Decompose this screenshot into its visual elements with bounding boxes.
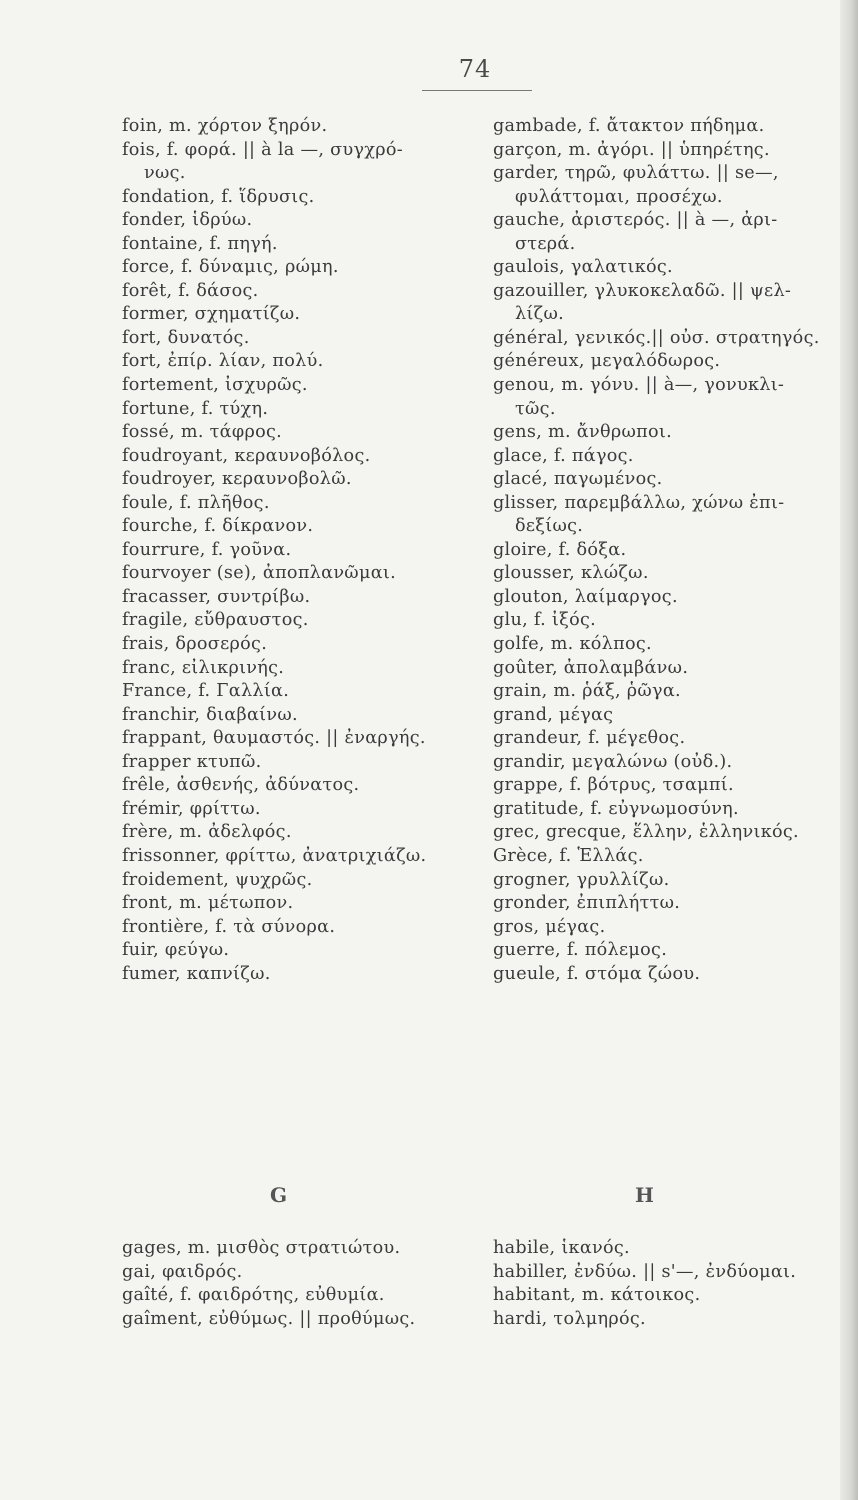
- dictionary-entry: habitant, m. κάτοικος.: [493, 1285, 701, 1306]
- dictionary-entry: fuir, φεύγω.: [122, 940, 230, 961]
- section-heading-h: H: [635, 1183, 656, 1207]
- section-heading-g: G: [270, 1183, 290, 1207]
- dictionary-entry: hardi, τολμηρός.: [493, 1308, 646, 1329]
- dictionary-entry: grandeur, f. μέγεθος.: [493, 728, 686, 749]
- dictionary-entry: grogner, γρυλλίζω.: [493, 869, 670, 890]
- dictionary-entry: gloire, f. δόξα.: [493, 539, 627, 560]
- dictionary-entry: grand, μέγας: [493, 704, 614, 725]
- dictionary-entry: franchir, διαβαίνω.: [122, 704, 298, 725]
- dictionary-entry: gambade, f. ἄτακτον πήδημα.: [493, 116, 765, 136]
- dictionary-entry: frère, m. ἀδελφός.: [122, 822, 292, 843]
- dictionary-entry: gai, φαιδρός.: [122, 1261, 243, 1282]
- dictionary-entry: fort, ἐπίρ. λίαν, πολύ.: [122, 351, 324, 372]
- dictionary-entry: garder, τηρῶ, φυλάττω. || se—,: [493, 163, 779, 184]
- dictionary-entry: grandir, μεγαλώνω (οὐδ.).: [493, 751, 733, 772]
- dictionary-entry: fragile, εὔθραυστος.: [122, 610, 309, 631]
- entries-column-left: [122, 115, 452, 986]
- dictionary-entry-continuation: στερά.: [515, 233, 576, 254]
- dictionary-entry: fracasser, συντρίβω.: [122, 586, 311, 607]
- dictionary-entry: force, f. δύναμις, ρώμη.: [122, 257, 339, 278]
- dictionary-entry: gronder, ἐπιπλήττω.: [493, 893, 681, 914]
- dictionary-entry-continuation: φυλάττομαι, προσέχω.: [515, 186, 723, 207]
- page-edge: [840, 0, 858, 1500]
- entries-column-h: [493, 1237, 838, 1331]
- dictionary-entry: frêle, ἀσθενής, ἀδύνατος.: [122, 775, 360, 796]
- dictionary-entry: frontière, f. τὰ σύνορα.: [122, 916, 336, 937]
- dictionary-entry: glu, f. ἰξός.: [493, 610, 597, 631]
- dictionary-entry: golfe, m. κόλπος.: [493, 634, 652, 655]
- dictionary-entry: fourvoyer (se), ἀποπλανῶμαι.: [122, 563, 396, 584]
- dictionary-entry: fourrure, f. γοῦνα.: [122, 539, 292, 560]
- dictionary-entry: glacé, παγωμένος.: [493, 469, 663, 490]
- dictionary-entry: frappant, θαυμαστός. || ἐναργής.: [122, 728, 426, 749]
- dictionary-entry: grec, grecque, ἕλλην, ἑλληνικός.: [493, 822, 799, 843]
- dictionary-entry: franc, εἰλικρινής.: [122, 657, 285, 678]
- entries-column-g: [122, 1237, 452, 1331]
- dictionary-entry: généreux, μεγαλόδωρος.: [493, 351, 721, 372]
- dictionary-entry: frais, δροσερός.: [122, 634, 268, 655]
- dictionary-entry: fontaine, f. πηγή.: [122, 233, 278, 254]
- dictionary-entry: grain, m. ῥάξ, ῥῶγα.: [493, 681, 681, 702]
- dictionary-entry: fois, f. φορά. || à la —, συγχρό-: [122, 139, 404, 160]
- dictionary-entry: froidement, ψυχρῶς.: [122, 869, 313, 890]
- dictionary-entry: frémir, φρίττω.: [122, 798, 261, 819]
- dictionary-entry: fumer, καπνίζω.: [122, 963, 271, 984]
- dictionary-entry: gueule, f. στόμα ζώου.: [493, 963, 701, 984]
- dictionary-entry: glousser, κλώζω.: [493, 563, 649, 584]
- dictionary-entry: former, σχηματίζω.: [122, 304, 301, 325]
- dictionary-entry: fonder, ἱδρύω.: [122, 210, 253, 231]
- page-number: 74: [458, 55, 492, 83]
- dictionary-entry: frapper κτυπῶ.: [122, 751, 262, 772]
- dictionary-entry: fourche, f. δίκρανον.: [122, 516, 314, 537]
- dictionary-entry: front, m. μέτωπον.: [122, 893, 294, 914]
- dictionary-entry: Grèce, f. Ἑλλάς.: [493, 845, 644, 866]
- dictionary-entry: général, γενικός.|| οὐσ. στρατηγός.: [493, 327, 820, 348]
- dictionary-entry: gages, m. μισθὸς στρατιώτου.: [122, 1238, 401, 1258]
- dictionary-entry: fortune, f. τύχη.: [122, 398, 269, 419]
- dictionary-entry: gratitude, f. εὐγνωμοσύνη.: [493, 798, 739, 819]
- dictionary-entry: habiller, ἐνδύω. || s'—, ἐνδύομαι.: [493, 1261, 797, 1282]
- dictionary-entry: glouton, λαίμαργος.: [493, 586, 678, 607]
- dictionary-entry: fortement, ἰσχυρῶς.: [122, 375, 308, 396]
- page-number-rule: [422, 90, 532, 91]
- dictionary-entry: fondation, f. ἵδρυσις.: [122, 186, 315, 207]
- dictionary-entry: gaulois, γαλατικός.: [493, 257, 673, 278]
- dictionary-entry-continuation: τῶς.: [515, 398, 556, 419]
- dictionary-entry: gaîment, εὐθύμως. || προθύμως.: [122, 1308, 416, 1329]
- dictionary-entry: foin, m. χόρτον ξηρόν.: [122, 116, 328, 136]
- dictionary-entry: habile, ἱκανός.: [493, 1238, 630, 1258]
- dictionary-entry: guerre, f. πόλεμος.: [493, 940, 668, 961]
- dictionary-entry-continuation: νως.: [144, 163, 186, 184]
- dictionary-entry: glisser, παρεμβάλλω, χώνω ἐπι-: [493, 492, 785, 513]
- dictionary-entry: genou, m. γόνυ. || à—, γονυκλι-: [493, 375, 785, 396]
- dictionary-entry: forêt, f. δάσος.: [122, 280, 259, 301]
- dictionary-entry: garçon, m. ἀγόρι. || ὑπηρέτης.: [493, 139, 770, 160]
- dictionary-entry: gens, m. ἄνθρωποι.: [493, 422, 672, 443]
- dictionary-entry: frissonner, φρίττω, ἀνατριχιάζω.: [122, 845, 427, 866]
- dictionary-entry: fossé, m. τάφρος.: [122, 422, 283, 443]
- dictionary-entry: gaîté, f. φαιδρότης, εὐθυμία.: [122, 1285, 385, 1306]
- dictionary-entry: foudroyer, κεραυνοβολῶ.: [122, 469, 352, 490]
- dictionary-entry: goûter, ἀπολαμβάνω.: [493, 657, 689, 678]
- dictionary-entry: fort, δυνατός.: [122, 327, 250, 348]
- dictionary-entry: glace, f. πάγος.: [493, 445, 634, 466]
- dictionary-entry: gauche, ἀριστερός. || à —, ἀρι-: [493, 210, 778, 231]
- entries-column-right: [493, 115, 838, 986]
- dictionary-entry: foudroyant, κεραυνοβόλος.: [122, 445, 371, 466]
- dictionary-entry: foule, f. πλῆθος.: [122, 492, 270, 513]
- dictionary-entry-continuation: λίζω.: [515, 304, 565, 325]
- dictionary-entry: France, f. Γαλλία.: [122, 681, 290, 702]
- dictionary-entry: gros, μέγας.: [493, 916, 606, 937]
- dictionary-entry-continuation: δεξίως.: [515, 516, 584, 537]
- dictionary-entry: grappe, f. βότρυς, τσαμπί.: [493, 775, 734, 796]
- dictionary-entry: gazouiller, γλυκοκελαδῶ. || ψελ-: [493, 280, 792, 301]
